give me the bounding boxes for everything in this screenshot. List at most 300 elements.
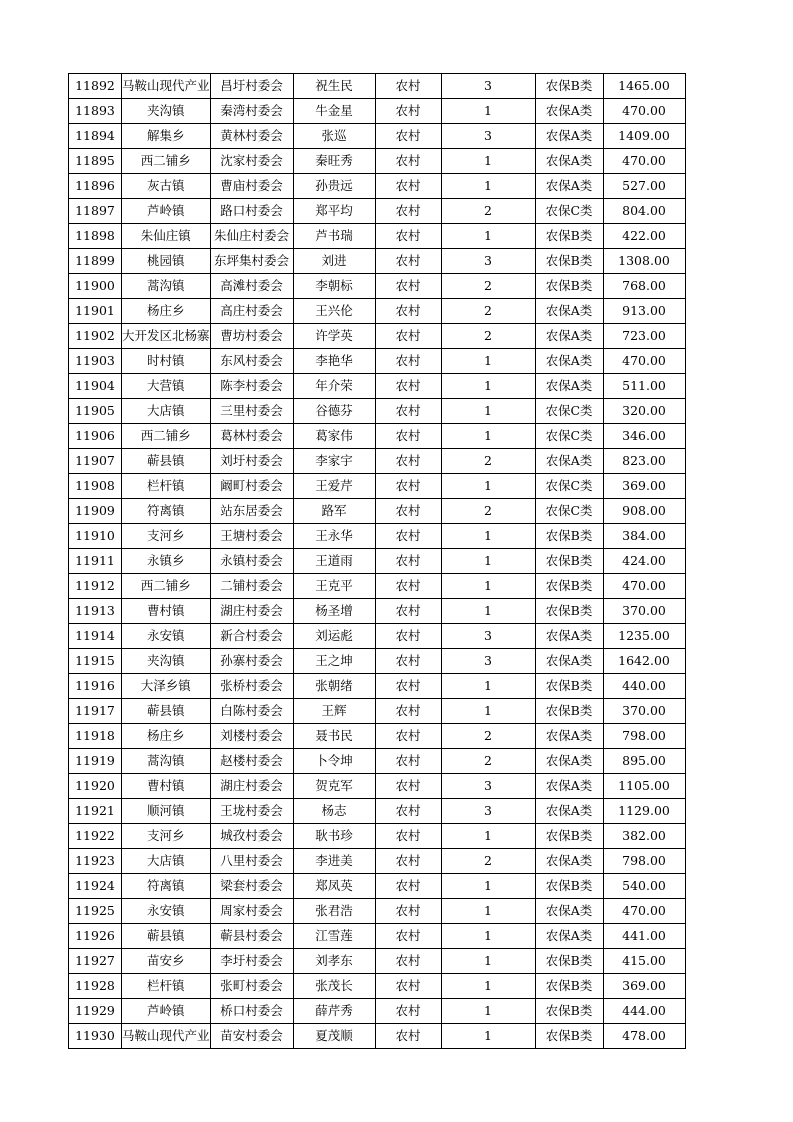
cell-amount: 540.00 <box>603 874 685 899</box>
cell-category: 农保B类 <box>535 699 603 724</box>
cell-amount: 1235.00 <box>603 624 685 649</box>
cell-town: 大开发区北杨寨 <box>122 324 211 349</box>
cell-category: 农保C类 <box>535 399 603 424</box>
cell-residence: 农村 <box>375 824 441 849</box>
cell-village: 路口村委会 <box>210 199 293 224</box>
cell-amount: 370.00 <box>603 599 685 624</box>
cell-residence: 农村 <box>375 224 441 249</box>
cell-name: 祝生民 <box>293 74 375 99</box>
cell-id: 11929 <box>69 999 122 1024</box>
cell-town: 永安镇 <box>122 899 211 924</box>
cell-count: 3 <box>441 774 535 799</box>
cell-village: 城孜村委会 <box>210 824 293 849</box>
cell-category: 农保B类 <box>535 274 603 299</box>
cell-town: 栏杆镇 <box>122 974 211 999</box>
table-body <box>69 74 686 1049</box>
cell-residence: 农村 <box>375 649 441 674</box>
cell-town: 马鞍山现代产业 <box>122 74 211 99</box>
cell-id: 11922 <box>69 824 122 849</box>
cell-count: 3 <box>441 74 535 99</box>
cell-id: 11906 <box>69 424 122 449</box>
cell-town: 曹村镇 <box>122 599 211 624</box>
cell-village: 李圩村委会 <box>210 949 293 974</box>
cell-count: 3 <box>441 649 535 674</box>
cell-id: 11914 <box>69 624 122 649</box>
cell-town: 杨庄乡 <box>122 299 211 324</box>
cell-count: 2 <box>441 849 535 874</box>
cell-id: 11930 <box>69 1024 122 1049</box>
cell-residence: 农村 <box>375 199 441 224</box>
cell-name: 刘孝东 <box>293 949 375 974</box>
cell-id: 11895 <box>69 149 122 174</box>
cell-residence: 农村 <box>375 749 441 774</box>
cell-id: 11896 <box>69 174 122 199</box>
cell-residence: 农村 <box>375 474 441 499</box>
cell-name: 王道雨 <box>293 549 375 574</box>
cell-residence: 农村 <box>375 774 441 799</box>
cell-id: 11920 <box>69 774 122 799</box>
cell-name: 杨志 <box>293 799 375 824</box>
cell-village: 昌圩村委会 <box>210 74 293 99</box>
cell-id: 11893 <box>69 99 122 124</box>
cell-category: 农保A类 <box>535 324 603 349</box>
cell-residence: 农村 <box>375 899 441 924</box>
cell-name: 孙贵远 <box>293 174 375 199</box>
table-row <box>69 249 686 274</box>
cell-town: 蒿沟镇 <box>122 749 211 774</box>
cell-village: 葛林村委会 <box>210 424 293 449</box>
cell-village: 刘圩村委会 <box>210 449 293 474</box>
cell-name: 王爱芹 <box>293 474 375 499</box>
cell-count: 1 <box>441 674 535 699</box>
cell-village: 王塘村委会 <box>210 524 293 549</box>
cell-amount: 511.00 <box>603 374 685 399</box>
cell-town: 顺河镇 <box>122 799 211 824</box>
cell-town: 支河乡 <box>122 524 211 549</box>
cell-amount: 444.00 <box>603 999 685 1024</box>
cell-town: 西二铺乡 <box>122 149 211 174</box>
cell-village: 二铺村委会 <box>210 574 293 599</box>
cell-count: 1 <box>441 874 535 899</box>
cell-category: 农保C类 <box>535 199 603 224</box>
cell-id: 11917 <box>69 699 122 724</box>
cell-category: 农保A类 <box>535 899 603 924</box>
cell-category: 农保A类 <box>535 374 603 399</box>
cell-village: 沈家村委会 <box>210 149 293 174</box>
cell-count: 1 <box>441 999 535 1024</box>
cell-id: 11915 <box>69 649 122 674</box>
cell-town: 西二铺乡 <box>122 424 211 449</box>
cell-village: 陈李村委会 <box>210 374 293 399</box>
cell-category: 农保A类 <box>535 124 603 149</box>
cell-town: 蕲县镇 <box>122 449 211 474</box>
table-row <box>69 399 686 424</box>
cell-count: 2 <box>441 299 535 324</box>
cell-name: 耿书珍 <box>293 824 375 849</box>
cell-count: 1 <box>441 474 535 499</box>
cell-category: 农保A类 <box>535 174 603 199</box>
cell-amount: 384.00 <box>603 524 685 549</box>
cell-name: 张巡 <box>293 124 375 149</box>
table-row <box>69 449 686 474</box>
cell-amount: 723.00 <box>603 324 685 349</box>
cell-category: 农保A类 <box>535 849 603 874</box>
cell-name: 贺克军 <box>293 774 375 799</box>
cell-name: 路军 <box>293 499 375 524</box>
cell-town: 芦岭镇 <box>122 999 211 1024</box>
cell-category: 农保C类 <box>535 474 603 499</box>
cell-amount: 424.00 <box>603 549 685 574</box>
cell-id: 11897 <box>69 199 122 224</box>
cell-name: 年介荣 <box>293 374 375 399</box>
cell-residence: 农村 <box>375 874 441 899</box>
cell-count: 3 <box>441 624 535 649</box>
cell-residence: 农村 <box>375 399 441 424</box>
cell-name: 芦书瑞 <box>293 224 375 249</box>
cell-name: 许学英 <box>293 324 375 349</box>
cell-amount: 470.00 <box>603 574 685 599</box>
cell-amount: 804.00 <box>603 199 685 224</box>
table-row <box>69 999 686 1024</box>
cell-amount: 470.00 <box>603 899 685 924</box>
cell-count: 2 <box>441 274 535 299</box>
cell-town: 西二铺乡 <box>122 574 211 599</box>
cell-name: 张茂长 <box>293 974 375 999</box>
cell-count: 2 <box>441 499 535 524</box>
cell-town: 栏杆镇 <box>122 474 211 499</box>
cell-village: 曹坊村委会 <box>210 324 293 349</box>
cell-residence: 农村 <box>375 849 441 874</box>
cell-name: 李艳华 <box>293 349 375 374</box>
table-row <box>69 974 686 999</box>
cell-name: 王兴伦 <box>293 299 375 324</box>
cell-name: 杨圣增 <box>293 599 375 624</box>
cell-amount: 895.00 <box>603 749 685 774</box>
cell-count: 1 <box>441 574 535 599</box>
cell-id: 11907 <box>69 449 122 474</box>
cell-category: 农保C类 <box>535 499 603 524</box>
table-row <box>69 924 686 949</box>
cell-category: 农保C类 <box>535 424 603 449</box>
cell-id: 11892 <box>69 74 122 99</box>
cell-amount: 527.00 <box>603 174 685 199</box>
cell-village: 阚町村委会 <box>210 474 293 499</box>
table-row <box>69 374 686 399</box>
table-row <box>69 849 686 874</box>
cell-amount: 913.00 <box>603 299 685 324</box>
cell-name: 牛金星 <box>293 99 375 124</box>
cell-amount: 382.00 <box>603 824 685 849</box>
cell-village: 高滩村委会 <box>210 274 293 299</box>
cell-category: 农保A类 <box>535 749 603 774</box>
cell-residence: 农村 <box>375 699 441 724</box>
cell-name: 江雪莲 <box>293 924 375 949</box>
cell-name: 王永华 <box>293 524 375 549</box>
cell-count: 1 <box>441 99 535 124</box>
cell-id: 11909 <box>69 499 122 524</box>
cell-town: 灰古镇 <box>122 174 211 199</box>
cell-residence: 农村 <box>375 624 441 649</box>
cell-id: 11894 <box>69 124 122 149</box>
cell-village: 高庄村委会 <box>210 299 293 324</box>
cell-name: 夏茂顺 <box>293 1024 375 1049</box>
table-row <box>69 324 686 349</box>
data-table <box>68 73 686 1049</box>
cell-id: 11911 <box>69 549 122 574</box>
cell-category: 农保B类 <box>535 949 603 974</box>
cell-category: 农保A类 <box>535 774 603 799</box>
cell-id: 11926 <box>69 924 122 949</box>
cell-name: 谷德芬 <box>293 399 375 424</box>
table-row <box>69 524 686 549</box>
cell-amount: 1642.00 <box>603 649 685 674</box>
cell-name: 薛芹秀 <box>293 999 375 1024</box>
cell-village: 东坪集村委会 <box>210 249 293 274</box>
table-row <box>69 124 686 149</box>
cell-name: 李朝标 <box>293 274 375 299</box>
cell-count: 1 <box>441 899 535 924</box>
table-row <box>69 149 686 174</box>
cell-town: 解集乡 <box>122 124 211 149</box>
cell-count: 1 <box>441 374 535 399</box>
cell-amount: 478.00 <box>603 1024 685 1049</box>
cell-amount: 441.00 <box>603 924 685 949</box>
cell-name: 李家宇 <box>293 449 375 474</box>
cell-count: 1 <box>441 174 535 199</box>
cell-town: 苗安乡 <box>122 949 211 974</box>
cell-village: 苗安村委会 <box>210 1024 293 1049</box>
cell-town: 符离镇 <box>122 874 211 899</box>
cell-count: 1 <box>441 824 535 849</box>
cell-amount: 369.00 <box>603 474 685 499</box>
cell-village: 永镇村委会 <box>210 549 293 574</box>
cell-town: 时村镇 <box>122 349 211 374</box>
cell-category: 农保B类 <box>535 599 603 624</box>
cell-residence: 农村 <box>375 549 441 574</box>
cell-village: 湖庄村委会 <box>210 599 293 624</box>
cell-amount: 470.00 <box>603 99 685 124</box>
cell-name: 卜令坤 <box>293 749 375 774</box>
cell-town: 大店镇 <box>122 399 211 424</box>
cell-amount: 320.00 <box>603 399 685 424</box>
cell-amount: 440.00 <box>603 674 685 699</box>
cell-village: 王垅村委会 <box>210 799 293 824</box>
cell-id: 11901 <box>69 299 122 324</box>
cell-count: 2 <box>441 199 535 224</box>
cell-residence: 农村 <box>375 299 441 324</box>
cell-village: 新合村委会 <box>210 624 293 649</box>
cell-id: 11928 <box>69 974 122 999</box>
cell-name: 王之坤 <box>293 649 375 674</box>
cell-count: 2 <box>441 749 535 774</box>
cell-village: 桥口村委会 <box>210 999 293 1024</box>
cell-residence: 农村 <box>375 924 441 949</box>
cell-count: 1 <box>441 924 535 949</box>
cell-village: 三里村委会 <box>210 399 293 424</box>
cell-residence: 农村 <box>375 974 441 999</box>
cell-village: 朱仙庄村委会 <box>210 224 293 249</box>
cell-town: 曹村镇 <box>122 774 211 799</box>
cell-residence: 农村 <box>375 449 441 474</box>
table-row <box>69 474 686 499</box>
table-row <box>69 649 686 674</box>
cell-count: 1 <box>441 974 535 999</box>
cell-name: 王克平 <box>293 574 375 599</box>
cell-residence: 农村 <box>375 374 441 399</box>
cell-category: 农保A类 <box>535 649 603 674</box>
cell-town: 符离镇 <box>122 499 211 524</box>
cell-id: 11908 <box>69 474 122 499</box>
cell-town: 永安镇 <box>122 624 211 649</box>
table-row <box>69 749 686 774</box>
cell-id: 11921 <box>69 799 122 824</box>
cell-count: 1 <box>441 699 535 724</box>
cell-town: 芦岭镇 <box>122 199 211 224</box>
cell-village: 黄林村委会 <box>210 124 293 149</box>
table-row <box>69 624 686 649</box>
cell-residence: 农村 <box>375 1024 441 1049</box>
cell-category: 农保B类 <box>535 999 603 1024</box>
cell-category: 农保A类 <box>535 724 603 749</box>
table-row <box>69 199 686 224</box>
cell-village: 张町村委会 <box>210 974 293 999</box>
cell-category: 农保A类 <box>535 449 603 474</box>
table-row <box>69 799 686 824</box>
cell-amount: 470.00 <box>603 349 685 374</box>
cell-id: 11913 <box>69 599 122 624</box>
cell-name: 聂书民 <box>293 724 375 749</box>
cell-category: 农保A类 <box>535 149 603 174</box>
cell-category: 农保B类 <box>535 1024 603 1049</box>
cell-amount: 823.00 <box>603 449 685 474</box>
cell-town: 桃园镇 <box>122 249 211 274</box>
table-row <box>69 99 686 124</box>
cell-category: 农保B类 <box>535 549 603 574</box>
cell-count: 1 <box>441 524 535 549</box>
cell-id: 11927 <box>69 949 122 974</box>
table-row <box>69 674 686 699</box>
cell-name: 秦旺秀 <box>293 149 375 174</box>
cell-category: 农保A类 <box>535 799 603 824</box>
table-row <box>69 949 686 974</box>
cell-amount: 369.00 <box>603 974 685 999</box>
cell-amount: 370.00 <box>603 699 685 724</box>
cell-amount: 1105.00 <box>603 774 685 799</box>
cell-count: 1 <box>441 424 535 449</box>
table-row <box>69 224 686 249</box>
cell-amount: 346.00 <box>603 424 685 449</box>
cell-count: 3 <box>441 124 535 149</box>
cell-residence: 农村 <box>375 124 441 149</box>
cell-id: 11910 <box>69 524 122 549</box>
cell-amount: 422.00 <box>603 224 685 249</box>
cell-residence: 农村 <box>375 949 441 974</box>
cell-residence: 农村 <box>375 999 441 1024</box>
cell-name: 王辉 <box>293 699 375 724</box>
cell-amount: 1308.00 <box>603 249 685 274</box>
cell-residence: 农村 <box>375 799 441 824</box>
cell-category: 农保A类 <box>535 299 603 324</box>
cell-residence: 农村 <box>375 599 441 624</box>
cell-category: 农保B类 <box>535 74 603 99</box>
cell-amount: 798.00 <box>603 849 685 874</box>
cell-residence: 农村 <box>375 324 441 349</box>
cell-id: 11902 <box>69 324 122 349</box>
cell-village: 白陈村委会 <box>210 699 293 724</box>
cell-category: 农保B类 <box>535 224 603 249</box>
cell-category: 农保B类 <box>535 249 603 274</box>
cell-town: 大泽乡镇 <box>122 674 211 699</box>
cell-id: 11900 <box>69 274 122 299</box>
table-row <box>69 899 686 924</box>
cell-town: 蕲县镇 <box>122 699 211 724</box>
cell-category: 农保B类 <box>535 574 603 599</box>
cell-amount: 1129.00 <box>603 799 685 824</box>
cell-id: 11903 <box>69 349 122 374</box>
cell-category: 农保A类 <box>535 624 603 649</box>
table-row <box>69 1024 686 1049</box>
cell-residence: 农村 <box>375 674 441 699</box>
cell-village: 湖庄村委会 <box>210 774 293 799</box>
cell-village: 站东居委会 <box>210 499 293 524</box>
cell-category: 农保A类 <box>535 924 603 949</box>
table-row <box>69 724 686 749</box>
cell-town: 支河乡 <box>122 824 211 849</box>
cell-residence: 农村 <box>375 249 441 274</box>
cell-village: 秦湾村委会 <box>210 99 293 124</box>
cell-town: 永镇乡 <box>122 549 211 574</box>
cell-town: 大营镇 <box>122 374 211 399</box>
cell-category: 农保B类 <box>535 874 603 899</box>
cell-town: 夹沟镇 <box>122 99 211 124</box>
cell-count: 3 <box>441 799 535 824</box>
cell-name: 李进美 <box>293 849 375 874</box>
table-row <box>69 699 686 724</box>
cell-category: 农保A类 <box>535 349 603 374</box>
cell-name: 郑平均 <box>293 199 375 224</box>
cell-category: 农保A类 <box>535 99 603 124</box>
table-row <box>69 574 686 599</box>
cell-residence: 农村 <box>375 149 441 174</box>
cell-village: 张桥村委会 <box>210 674 293 699</box>
cell-town: 杨庄乡 <box>122 724 211 749</box>
cell-residence: 农村 <box>375 174 441 199</box>
cell-count: 1 <box>441 349 535 374</box>
cell-residence: 农村 <box>375 274 441 299</box>
cell-amount: 768.00 <box>603 274 685 299</box>
cell-town: 夹沟镇 <box>122 649 211 674</box>
cell-category: 农保B类 <box>535 674 603 699</box>
cell-id: 11924 <box>69 874 122 899</box>
cell-id: 11923 <box>69 849 122 874</box>
cell-name: 葛家伟 <box>293 424 375 449</box>
cell-amount: 470.00 <box>603 149 685 174</box>
cell-count: 1 <box>441 599 535 624</box>
cell-amount: 1409.00 <box>603 124 685 149</box>
cell-count: 1 <box>441 399 535 424</box>
cell-category: 农保B类 <box>535 974 603 999</box>
cell-village: 曹庙村委会 <box>210 174 293 199</box>
table-row <box>69 499 686 524</box>
table-row <box>69 774 686 799</box>
cell-name: 张君浩 <box>293 899 375 924</box>
cell-town: 蒿沟镇 <box>122 274 211 299</box>
table-row <box>69 174 686 199</box>
table-row <box>69 349 686 374</box>
cell-name: 郑凤英 <box>293 874 375 899</box>
cell-id: 11918 <box>69 724 122 749</box>
cell-category: 农保B类 <box>535 824 603 849</box>
